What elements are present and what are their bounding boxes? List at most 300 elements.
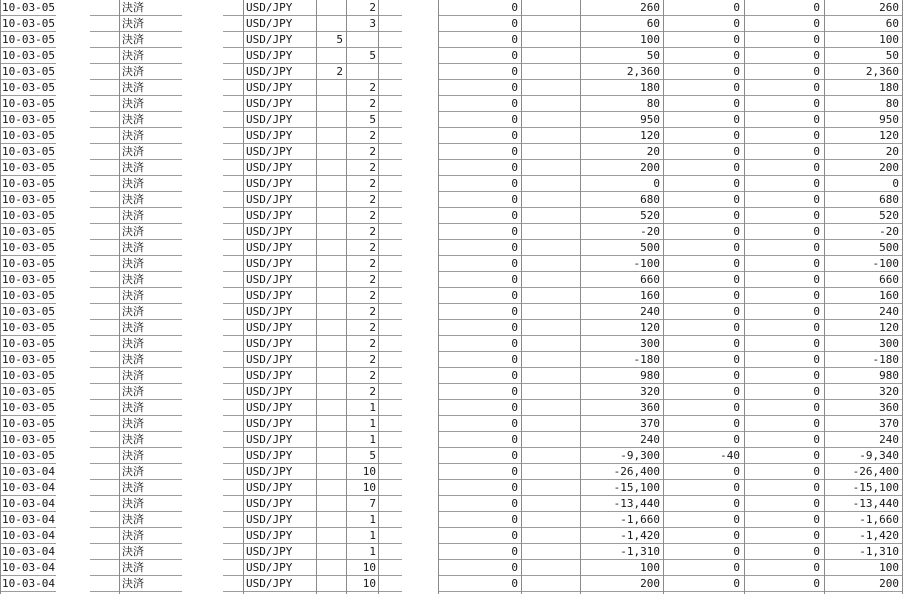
currency-pair-cell: USD/JPY [246, 145, 293, 158]
profit-loss-cell: 360 [640, 401, 660, 414]
net-total-cell: 680 [879, 193, 899, 206]
currency-pair-cell: USD/JPY [246, 353, 293, 366]
settlement-status-cell: 決済 [122, 465, 144, 478]
date-cell: 10-03-04 [2, 513, 55, 526]
lot-size-a-cell [317, 432, 343, 447]
date-cell: 10-03-05 [2, 417, 55, 430]
lot-size-a-cell [317, 80, 343, 95]
fee-cell: 0 [733, 193, 740, 206]
table-row[interactable] [0, 240, 906, 256]
net-total-cell: 200 [879, 161, 899, 174]
lot-size-a-cell [317, 576, 343, 591]
profit-loss-cell: 500 [640, 241, 660, 254]
lot-size-b-cell: 2 [369, 1, 376, 14]
table-row[interactable] [0, 544, 906, 560]
lot-size-b-cell: 2 [369, 81, 376, 94]
net-total-cell: 60 [885, 17, 899, 30]
date-cell: 10-03-05 [2, 81, 55, 94]
value-cell-1: 0 [511, 481, 518, 494]
currency-pair-cell: USD/JPY [246, 81, 293, 94]
grid-vline [378, 0, 379, 594]
lot-size-b-cell: 2 [369, 337, 376, 350]
lot-size-a-cell [317, 48, 343, 63]
date-cell: 10-03-04 [2, 577, 55, 590]
lot-size-a-cell: 5 [336, 33, 343, 46]
value-cell-2: 0 [813, 193, 820, 206]
table-row[interactable] [0, 112, 906, 128]
value-cell-1: 0 [511, 33, 518, 46]
value-cell-1: 0 [511, 289, 518, 302]
fee-cell: 0 [733, 561, 740, 574]
table-row[interactable] [0, 400, 906, 416]
lot-size-a-cell [317, 448, 343, 463]
currency-pair-cell: USD/JPY [246, 241, 293, 254]
settlement-status-cell: 決済 [122, 17, 144, 30]
net-total-cell: 660 [879, 273, 899, 286]
profit-loss-cell: 50 [646, 49, 660, 62]
settlement-status-cell: 決済 [122, 49, 144, 62]
currency-pair-cell: USD/JPY [246, 209, 293, 222]
settlement-status-cell: 決済 [122, 481, 144, 494]
profit-loss-cell: 80 [646, 97, 660, 110]
table-row[interactable] [0, 528, 906, 544]
net-total-cell: 520 [879, 209, 899, 222]
date-cell: 10-03-05 [2, 353, 55, 366]
date-cell: 10-03-05 [2, 145, 55, 158]
net-total-cell: 260 [879, 1, 899, 14]
fee-cell: 0 [733, 385, 740, 398]
value-cell-1: 0 [511, 273, 518, 286]
lot-size-b-cell: 2 [369, 97, 376, 110]
value-cell-2: 0 [813, 17, 820, 30]
currency-pair-cell: USD/JPY [246, 497, 293, 510]
value-cell-2: 0 [813, 369, 820, 382]
profit-loss-cell: 240 [640, 305, 660, 318]
fee-cell: 0 [733, 209, 740, 222]
lot-size-a-cell [317, 288, 343, 303]
grid-vline [316, 0, 317, 594]
date-cell: 10-03-05 [2, 113, 55, 126]
profit-loss-cell: 100 [640, 33, 660, 46]
currency-pair-cell: USD/JPY [246, 113, 293, 126]
grid-vline [119, 0, 120, 594]
profit-loss-cell: -180 [633, 353, 660, 366]
value-cell-1: 0 [511, 1, 518, 14]
fee-cell: 0 [733, 241, 740, 254]
currency-pair-cell: USD/JPY [246, 177, 293, 190]
currency-pair-cell: USD/JPY [246, 529, 293, 542]
value-cell-1: 0 [511, 561, 518, 574]
lot-size-a-cell [317, 512, 343, 527]
fee-cell: 0 [733, 513, 740, 526]
fee-cell: 0 [733, 401, 740, 414]
fee-cell: 0 [733, 17, 740, 30]
value-cell-2: 0 [813, 401, 820, 414]
net-total-cell: -1,310 [859, 545, 899, 558]
date-cell: 10-03-05 [2, 65, 55, 78]
net-total-cell: 240 [879, 433, 899, 446]
profit-loss-cell: 160 [640, 289, 660, 302]
value-cell-2: 0 [813, 289, 820, 302]
value-cell-2: 0 [813, 225, 820, 238]
table-row[interactable] [0, 256, 906, 272]
lot-size-b-cell: 2 [369, 305, 376, 318]
value-cell-1: 0 [511, 129, 518, 142]
currency-pair-cell: USD/JPY [246, 161, 293, 174]
net-total-cell: 0 [892, 177, 899, 190]
grid-vline [438, 0, 439, 594]
lot-size-a-cell [317, 224, 343, 239]
currency-pair-cell: USD/JPY [246, 1, 293, 14]
date-cell: 10-03-05 [2, 193, 55, 206]
settlement-status-cell: 決済 [122, 129, 144, 142]
table-row[interactable] [0, 192, 906, 208]
currency-pair-cell: USD/JPY [246, 193, 293, 206]
date-cell: 10-03-05 [2, 1, 55, 14]
table-row[interactable] [0, 272, 906, 288]
settlement-status-cell: 決済 [122, 225, 144, 238]
lot-size-a-cell [317, 528, 343, 543]
value-cell-1: 0 [511, 369, 518, 382]
net-total-cell: 120 [879, 129, 899, 142]
lot-size-b-cell: 2 [369, 225, 376, 238]
fee-cell: 0 [733, 465, 740, 478]
profit-loss-cell: 370 [640, 417, 660, 430]
fee-cell: 0 [733, 81, 740, 94]
lot-size-b-cell: 1 [369, 417, 376, 430]
table-row[interactable] [0, 144, 906, 160]
grid-vline [0, 0, 1, 594]
fee-cell: 0 [733, 113, 740, 126]
currency-pair-cell: USD/JPY [246, 561, 293, 574]
settlement-status-cell: 決済 [122, 305, 144, 318]
value-cell-2: 0 [813, 513, 820, 526]
currency-pair-cell: USD/JPY [246, 465, 293, 478]
lot-size-b-cell: 2 [369, 353, 376, 366]
value-cell-2: 0 [813, 97, 820, 110]
lot-size-b-cell: 2 [369, 145, 376, 158]
settlement-status-cell: 決済 [122, 497, 144, 510]
date-cell: 10-03-05 [2, 305, 55, 318]
lot-size-a-cell [317, 208, 343, 223]
settlement-status-cell: 決済 [122, 545, 144, 558]
settlement-status-cell: 決済 [122, 433, 144, 446]
lot-size-a-cell [317, 384, 343, 399]
grid-vline [580, 0, 581, 594]
currency-pair-cell: USD/JPY [246, 385, 293, 398]
table-row[interactable] [0, 576, 906, 592]
profit-loss-cell: 980 [640, 369, 660, 382]
value-cell-1: 0 [511, 161, 518, 174]
value-cell-1: 0 [511, 225, 518, 238]
settlement-status-cell: 決済 [122, 577, 144, 590]
net-total-cell: 180 [879, 81, 899, 94]
value-cell-1: 0 [511, 513, 518, 526]
net-total-cell: 120 [879, 321, 899, 334]
table-row[interactable] [0, 464, 906, 480]
table-row[interactable] [0, 352, 906, 368]
settlement-status-cell: 決済 [122, 1, 144, 14]
lot-size-a-cell [317, 112, 343, 127]
currency-pair-cell: USD/JPY [246, 449, 293, 462]
settlement-status-cell: 決済 [122, 145, 144, 158]
table-row[interactable] [0, 512, 906, 528]
lot-size-a-cell [317, 304, 343, 319]
value-cell-1: 0 [511, 353, 518, 366]
net-total-cell: 500 [879, 241, 899, 254]
value-cell-1: 0 [511, 545, 518, 558]
table-row[interactable] [0, 32, 906, 48]
currency-pair-cell: USD/JPY [246, 273, 293, 286]
fee-cell: -40 [720, 449, 740, 462]
fee-cell: 0 [733, 337, 740, 350]
lot-size-a-cell [317, 496, 343, 511]
lot-size-b-cell: 2 [369, 241, 376, 254]
lot-size-a-cell [317, 128, 343, 143]
net-total-cell: -13,440 [852, 497, 899, 510]
value-cell-2: 0 [813, 129, 820, 142]
date-cell: 10-03-05 [2, 337, 55, 350]
table-row[interactable] [0, 560, 906, 576]
profit-loss-cell: 680 [640, 193, 660, 206]
lot-size-a-cell [317, 160, 343, 175]
fee-cell: 0 [733, 433, 740, 446]
profit-loss-cell: 260 [640, 1, 660, 14]
table-row[interactable] [0, 416, 906, 432]
lot-size-a-cell [317, 0, 343, 15]
value-cell-2: 0 [813, 481, 820, 494]
net-total-cell: 370 [879, 417, 899, 430]
table-row[interactable] [0, 432, 906, 448]
settlement-status-cell: 決済 [122, 385, 144, 398]
profit-loss-cell: 20 [646, 145, 660, 158]
table-row[interactable] [0, 128, 906, 144]
date-cell: 10-03-05 [2, 321, 55, 334]
settlement-status-cell: 決済 [122, 209, 144, 222]
settlement-status-cell: 決済 [122, 513, 144, 526]
date-cell: 10-03-05 [2, 257, 55, 270]
profit-loss-cell: -13,440 [613, 497, 660, 510]
value-cell-2: 0 [813, 449, 820, 462]
profit-loss-cell: 60 [646, 17, 660, 30]
currency-pair-cell: USD/JPY [246, 433, 293, 446]
fee-cell: 0 [733, 353, 740, 366]
settlement-status-cell: 決済 [122, 241, 144, 254]
grid-vline [663, 0, 664, 594]
settlement-status-cell: 決済 [122, 401, 144, 414]
fee-cell: 0 [733, 289, 740, 302]
value-cell-2: 0 [813, 273, 820, 286]
value-cell-1: 0 [511, 17, 518, 30]
settlement-status-cell: 決済 [122, 449, 144, 462]
value-cell-1: 0 [511, 193, 518, 206]
date-cell: 10-03-05 [2, 385, 55, 398]
lot-size-b-cell [347, 32, 376, 47]
lot-size-b-cell: 2 [369, 193, 376, 206]
fee-cell: 0 [733, 577, 740, 590]
net-total-cell: -20 [879, 225, 899, 238]
net-total-cell: 320 [879, 385, 899, 398]
settlement-status-cell: 決済 [122, 193, 144, 206]
value-cell-2: 0 [813, 385, 820, 398]
table-row[interactable] [0, 336, 906, 352]
value-cell-1: 0 [511, 145, 518, 158]
currency-pair-cell: USD/JPY [246, 401, 293, 414]
date-cell: 10-03-05 [2, 433, 55, 446]
lot-size-b-cell: 1 [369, 529, 376, 542]
currency-pair-cell: USD/JPY [246, 545, 293, 558]
lot-size-b-cell: 10 [362, 465, 376, 478]
lot-size-b-cell: 2 [369, 177, 376, 190]
table-row[interactable] [0, 176, 906, 192]
fee-cell: 0 [733, 305, 740, 318]
lot-size-b-cell: 2 [369, 369, 376, 382]
settlement-status-cell: 決済 [122, 273, 144, 286]
value-cell-1: 0 [511, 65, 518, 78]
settlement-status-cell: 決済 [122, 353, 144, 366]
table-row[interactable] [0, 384, 906, 400]
net-total-cell: 20 [885, 145, 899, 158]
table-row[interactable] [0, 368, 906, 384]
value-cell-2: 0 [813, 497, 820, 510]
table-row[interactable] [0, 496, 906, 512]
settlement-status-cell: 決済 [122, 321, 144, 334]
fee-cell: 0 [733, 129, 740, 142]
lot-size-b-cell: 1 [369, 433, 376, 446]
fee-cell: 0 [733, 497, 740, 510]
lot-size-a-cell [317, 464, 343, 479]
settlement-status-cell: 決済 [122, 113, 144, 126]
lot-size-b-cell: 1 [369, 545, 376, 558]
table-row[interactable] [0, 48, 906, 64]
lot-size-a-cell [317, 272, 343, 287]
lot-size-b-cell: 2 [369, 385, 376, 398]
lot-size-a-cell [317, 144, 343, 159]
lot-size-b-cell: 10 [362, 577, 376, 590]
grid-vline [243, 0, 244, 594]
lot-size-a-cell [317, 16, 343, 31]
net-total-cell: 2,360 [865, 65, 899, 78]
date-cell: 10-03-05 [2, 129, 55, 142]
value-cell-2: 0 [813, 161, 820, 174]
value-cell-2: 0 [813, 113, 820, 126]
table-row[interactable] [0, 16, 906, 32]
lot-size-b-cell: 5 [369, 113, 376, 126]
profit-loss-cell: 240 [640, 433, 660, 446]
profit-loss-cell: -100 [633, 257, 660, 270]
net-total-cell: 950 [879, 113, 899, 126]
table-row[interactable] [0, 160, 906, 176]
date-cell: 10-03-05 [2, 401, 55, 414]
profit-loss-cell: 300 [640, 337, 660, 350]
net-total-cell: 100 [879, 561, 899, 574]
fee-cell: 0 [733, 33, 740, 46]
currency-pair-cell: USD/JPY [246, 257, 293, 270]
currency-pair-cell: USD/JPY [246, 577, 293, 590]
table-row[interactable] [0, 0, 906, 16]
currency-pair-cell: USD/JPY [246, 129, 293, 142]
grid-vline [902, 0, 903, 594]
lot-size-b-cell: 1 [369, 401, 376, 414]
profit-loss-cell: -1,660 [620, 513, 660, 526]
value-cell-2: 0 [813, 145, 820, 158]
profit-loss-cell: 100 [640, 561, 660, 574]
value-cell-2: 0 [813, 529, 820, 542]
table-row[interactable] [0, 224, 906, 240]
fee-cell: 0 [733, 273, 740, 286]
settlement-status-cell: 決済 [122, 257, 144, 270]
lot-size-a-cell [317, 320, 343, 335]
profit-loss-cell: 2,360 [626, 65, 660, 78]
table-row[interactable] [0, 80, 906, 96]
grid-vline [744, 0, 745, 594]
grid-vline [824, 0, 825, 594]
net-total-cell: 200 [879, 577, 899, 590]
date-cell: 10-03-05 [2, 97, 55, 110]
net-total-cell: -1,660 [859, 513, 899, 526]
table-row[interactable] [0, 208, 906, 224]
value-cell-1: 0 [511, 433, 518, 446]
value-cell-1: 0 [511, 177, 518, 190]
profit-loss-cell: 520 [640, 209, 660, 222]
value-cell-2: 0 [813, 177, 820, 190]
fee-cell: 0 [733, 257, 740, 270]
fee-cell: 0 [733, 49, 740, 62]
table-row[interactable] [0, 320, 906, 336]
lot-size-a-cell [317, 96, 343, 111]
settlement-status-cell: 決済 [122, 81, 144, 94]
net-total-cell: 300 [879, 337, 899, 350]
profit-loss-cell: -20 [640, 225, 660, 238]
fee-cell: 0 [733, 545, 740, 558]
fee-cell: 0 [733, 321, 740, 334]
date-cell: 10-03-04 [2, 561, 55, 574]
value-cell-1: 0 [511, 257, 518, 270]
date-cell: 10-03-05 [2, 273, 55, 286]
net-total-cell: 360 [879, 401, 899, 414]
currency-pair-cell: USD/JPY [246, 321, 293, 334]
date-cell: 10-03-04 [2, 481, 55, 494]
fee-cell: 0 [733, 177, 740, 190]
table-row[interactable] [0, 448, 906, 464]
table-row[interactable] [0, 480, 906, 496]
date-cell: 10-03-05 [2, 289, 55, 302]
settlement-status-cell: 決済 [122, 289, 144, 302]
date-cell: 10-03-05 [2, 225, 55, 238]
fee-cell: 0 [733, 529, 740, 542]
table-row[interactable] [0, 304, 906, 320]
value-cell-2: 0 [813, 577, 820, 590]
value-cell-2: 0 [813, 353, 820, 366]
table-row[interactable] [0, 96, 906, 112]
lot-size-b-cell: 5 [369, 449, 376, 462]
currency-pair-cell: USD/JPY [246, 49, 293, 62]
table-row[interactable] [0, 64, 906, 80]
profit-loss-cell: 320 [640, 385, 660, 398]
lot-size-b-cell [347, 64, 376, 79]
profit-loss-cell: -1,420 [620, 529, 660, 542]
value-cell-1: 0 [511, 209, 518, 222]
lot-size-a-cell: 2 [336, 65, 343, 78]
profit-loss-cell: 200 [640, 161, 660, 174]
value-cell-1: 0 [511, 449, 518, 462]
table-row[interactable] [0, 288, 906, 304]
value-cell-1: 0 [511, 321, 518, 334]
date-cell: 10-03-04 [2, 497, 55, 510]
date-cell: 10-03-04 [2, 545, 55, 558]
net-total-cell: -1,420 [859, 529, 899, 542]
value-cell-2: 0 [813, 305, 820, 318]
